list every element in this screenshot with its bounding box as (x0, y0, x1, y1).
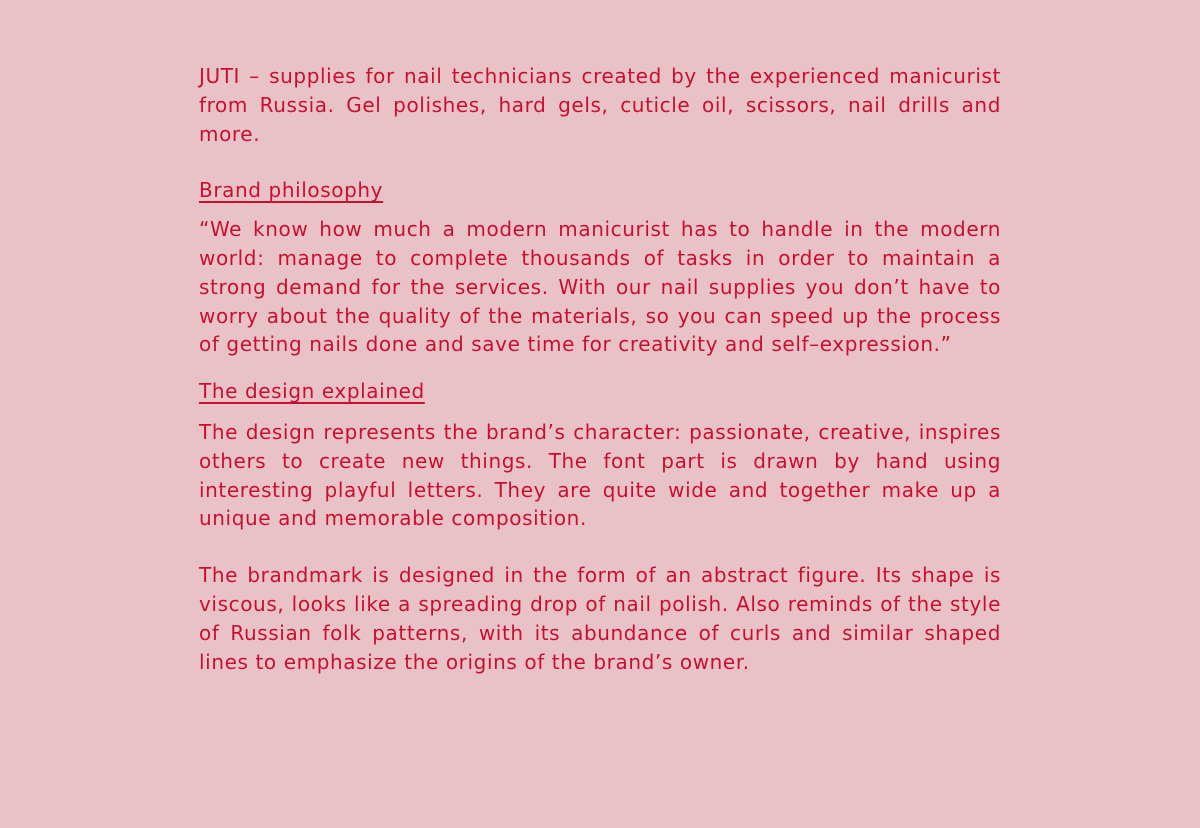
design-paragraph-character: The design represents the brand’s character: passionate, creative, inspires others to create new things. The font part is drawn by hand using interesting playful letters. They are quite wide and together make up a unique and memorable composition. (199, 419, 1001, 531)
document-body (199, 62, 1001, 676)
brand-philosophy-heading: Brand philosophy (199, 178, 384, 203)
design-explained-heading: The design explained (199, 379, 425, 404)
intro-paragraph: JUTI – supplies for nail technicians created by the experienced manicurist from Russia. Gel polishes, hard gels, cuticle oil, scissors, nail drills and more. (199, 64, 1001, 146)
design-paragraph-brandmark: The brandmark is designed in the form of an abstract figure. Its shape is viscous, looks like a spreading drop of nail polish. Also reminds of the style of Russian folk patterns, with its abundance of curls and similar shaped lines to emphasize the origins of the brand’s owner. (199, 563, 1001, 674)
brand-philosophy-quote: “We know how much a modern manicurist has to handle in the modern world: manage to complete thousands of tasks in order to maintain a strong demand for the services. With our nail supplies you don’t have to worry about the quality of the materials, so you can speed up the process of getting nails done and save time for creativity and self–expression.” (199, 217, 1001, 357)
